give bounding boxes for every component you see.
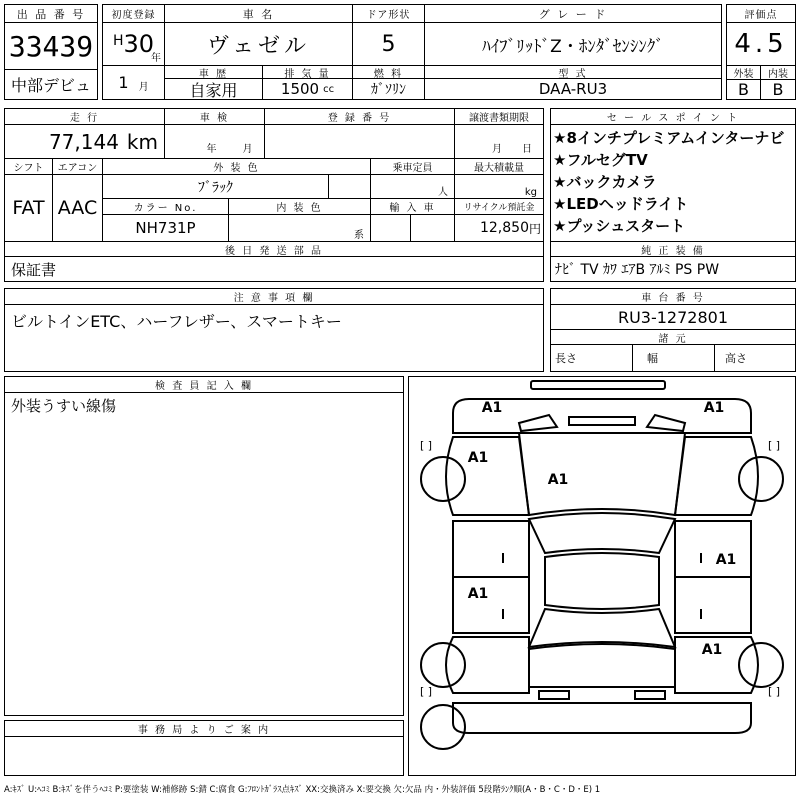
debut-label: 中部デビュ [5, 69, 97, 99]
inspection-value [165, 125, 265, 159]
inspector-text: 外装うすい線傷 [11, 397, 117, 415]
month-value: 1 [118, 73, 129, 92]
inspector-label: 検 査 員 記 入 欄 [5, 377, 403, 393]
damage-mark: A1 [467, 586, 489, 602]
sales-point-item: ★バックカメラ [553, 173, 657, 191]
office-box [4, 720, 404, 776]
chassis-number: RU3-1272801 [617, 307, 729, 327]
year-unit: 年 [151, 53, 161, 64]
car-diagram-box [408, 376, 796, 776]
interior-label: 内装 [761, 65, 795, 79]
damage-mark: A1 [467, 450, 489, 466]
mileage-label: 走 行 [5, 109, 165, 125]
legend-text: A:ｷｽﾞ U:ﾍｺﾐ B:ｷｽﾞを伴うﾍｺﾐ P:要塗装 W:補修跡 S:錆 C:腐食 G:ﾌﾛﾝﾄｶﾞﾗｽ点ｷｽﾞ XX:交換済み X:要交換 欠:欠品 内・外装評価 5段階ﾗﾝｸ順(A・B・C・D・E) 1 [4, 785, 601, 795]
transfer-value [455, 125, 543, 159]
first-reg-label: 初度登録 [103, 5, 165, 23]
color-value: ﾌﾞﾗｯｸ [103, 175, 329, 199]
details-box [4, 108, 544, 282]
lot-number: 33439 [8, 29, 94, 63]
era: H [112, 33, 124, 49]
import-value [371, 215, 411, 241]
car-name-label: 車 名 [165, 5, 353, 23]
fuel-label: 燃 料 [353, 65, 425, 79]
color-no-label: カラー No. [103, 199, 229, 215]
insp-year-unit: 年 [206, 144, 217, 155]
color-extra [329, 175, 371, 199]
sales-point-item: ★プッシュスタート [553, 217, 686, 235]
recycle [455, 215, 543, 241]
notes-box [4, 288, 544, 372]
recycle-label: リサイクル預託金 [455, 199, 543, 215]
shift-label: シフト [5, 159, 53, 175]
mileage-value: 77,144 [48, 129, 119, 154]
bracket-left-rear: [ ] [419, 684, 433, 698]
damage-mark: A1 [703, 400, 725, 416]
fuel-value: ｶﾞｿﾘﾝ [353, 79, 425, 99]
score-value: 4.5 [734, 29, 788, 59]
dims-label: 諸 元 [551, 329, 795, 345]
door-value: 5 [353, 23, 425, 65]
later-parts-label: 後 日 発 送 部 品 [5, 241, 543, 257]
damage-mark: A1 [481, 400, 503, 416]
mileage [5, 125, 165, 159]
transfer-label: 譲渡書類期限 [455, 109, 543, 125]
year-value: 30 [123, 30, 155, 58]
sales-points-label: セ ー ル ス ポ イ ン ト [551, 109, 795, 125]
length-label: 長さ [551, 345, 633, 371]
shift-value: FAT [5, 175, 53, 241]
notes-label: 注 意 事 項 欄 [5, 289, 543, 305]
inspector-box [4, 376, 404, 716]
bracket-right-rear: [ ] [767, 684, 781, 698]
equipment-value: ﾅﾋﾞ TV ｶﾜ ｴｱB ｱﾙﾐ PS PW [555, 262, 720, 278]
interior-grade: B [761, 79, 795, 99]
displacement-label: 排 気 量 [263, 65, 353, 79]
capacity-unit: 人 [371, 175, 455, 199]
office-label: 事 務 局 よ り ご 案 内 [5, 721, 403, 737]
import-label: 輸 入 車 [371, 199, 455, 215]
chassis-label: 車 台 番 号 [551, 289, 795, 305]
sales-points-box [550, 108, 796, 282]
damage-mark: A1 [701, 642, 723, 658]
displacement-unit: cc [323, 83, 335, 95]
score-label: 評価点 [727, 5, 795, 23]
mileage-unit: km [126, 129, 158, 154]
lot-number-label: 出 品 番 号 [5, 5, 97, 23]
model-label: 型 式 [425, 65, 721, 79]
bracket-right-front: [ ] [767, 438, 781, 452]
displacement-value: 1500 [280, 80, 320, 98]
history-value: 自家用 [165, 79, 263, 99]
history-label: 車 歴 [165, 65, 263, 79]
month-unit: 月 [138, 82, 149, 93]
chassis-box [550, 288, 796, 372]
reg-no-value [265, 125, 455, 159]
car-name: ヴェゼル [165, 23, 353, 65]
damage-mark: A1 [547, 472, 569, 488]
later-parts-value: 保証書 [11, 260, 57, 279]
interior-color-unit: 系 [229, 215, 371, 241]
height-label: 高さ [725, 352, 747, 365]
exterior-grade: B [727, 79, 761, 99]
ac-label: エアコン [53, 159, 103, 175]
lot-number-box [4, 4, 98, 100]
reg-no-label: 登 録 番 号 [265, 109, 455, 125]
color-label: 外 装 色 [103, 159, 371, 175]
color-no-value: NH731P [103, 215, 229, 241]
interior-color-label: 内 装 色 [229, 199, 371, 215]
notes-text: ビルトインETC、ハーフレザー、スマートキー [11, 311, 342, 331]
ac-value: AAC [53, 175, 103, 241]
score-box [726, 4, 796, 100]
first-reg-month [103, 65, 165, 99]
equipment-label: 純 正 装 備 [551, 241, 795, 257]
door-label: ドア形状 [353, 5, 425, 23]
grade-label: グ レ ー ド [425, 5, 721, 23]
vehicle-info-box [102, 4, 722, 100]
sales-point-item: ★LEDヘッドライト [553, 195, 689, 213]
exterior-label: 外装 [727, 65, 761, 79]
damage-mark: A1 [715, 552, 737, 568]
sales-point-item: ★8インチプレミアムインターナビ [553, 129, 785, 147]
model-value: DAA-RU3 [538, 80, 608, 98]
transfer-day-unit: 日 [522, 144, 532, 155]
recycle-unit: 円 [528, 221, 541, 236]
recycle-value: 12,850 [479, 220, 529, 236]
transfer-month-unit: 月 [492, 144, 502, 155]
load-unit: kg [455, 175, 543, 199]
sales-points-list [553, 127, 795, 237]
car-diagram [409, 377, 795, 775]
insp-month-unit: 月 [242, 144, 253, 155]
load-label: 最大積載量 [455, 159, 543, 175]
first-reg-year [103, 23, 165, 65]
grade-value: ﾊｲﾌﾞﾘｯﾄﾞZ・ﾎﾝﾀﾞｾﾝｼﾝｸﾞ [482, 36, 664, 57]
displacement [263, 79, 353, 99]
sales-point-item: ★フルセグTV [553, 151, 648, 169]
import-extra [411, 215, 455, 241]
capacity-label: 乗車定員 [371, 159, 455, 175]
width-label: 幅 [633, 345, 715, 371]
inspection-label: 車 検 [165, 109, 265, 125]
bracket-left-front: [ ] [419, 438, 433, 452]
